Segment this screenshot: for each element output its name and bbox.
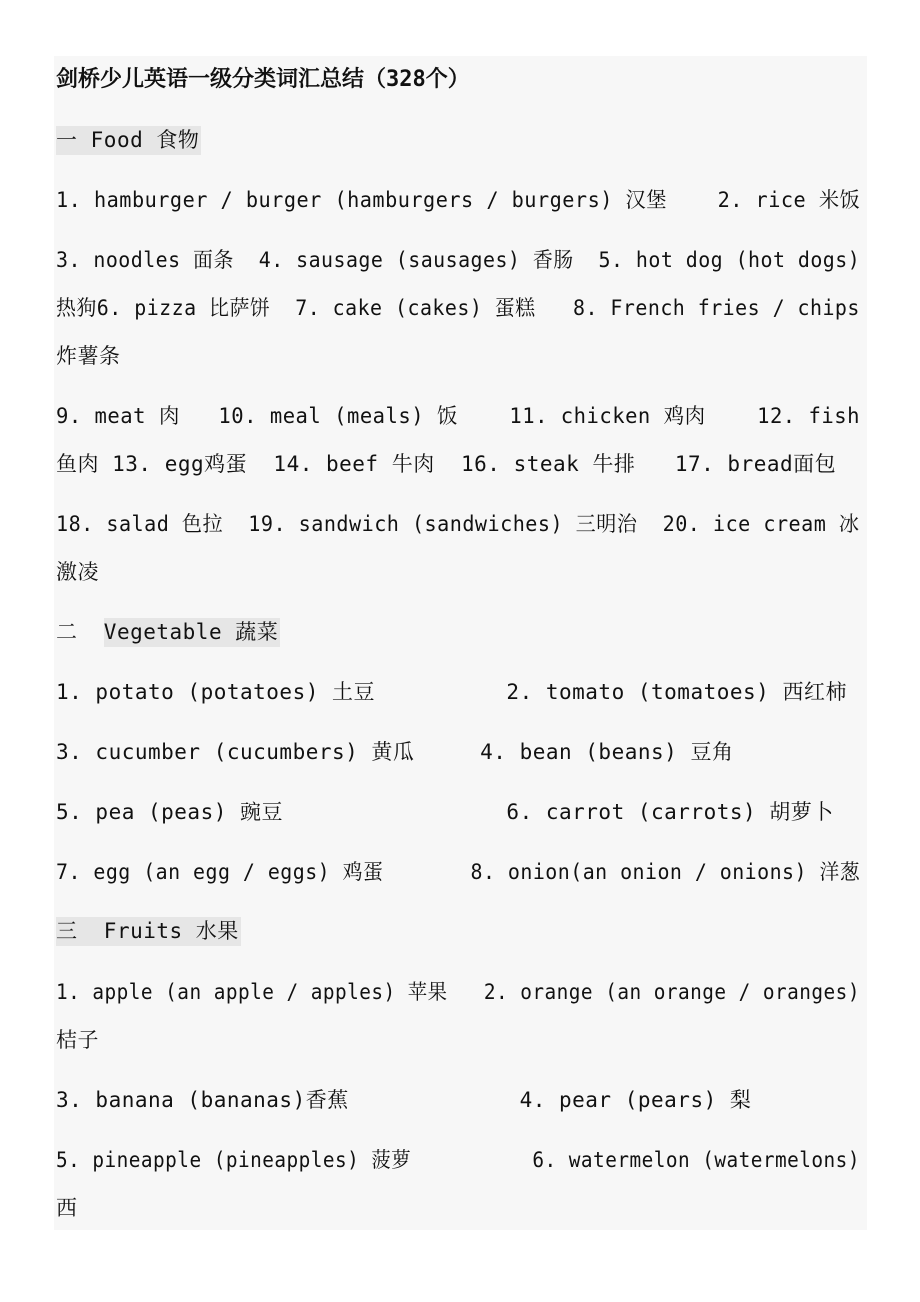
section-number: 一 — [56, 128, 78, 152]
vocab-line: 9. meat 肉 10. meal (meals) 饭 11. chicken 鸡肉 12. fish — [56, 404, 860, 428]
document-title: 剑桥少儿英语一级分类词汇总结（328个） — [56, 67, 470, 92]
vocab-line: 7. egg (an egg / eggs) 鸡蛋 8. onion(an onion / onions) 洋葱 — [56, 860, 861, 884]
section-heading-food — [56, 127, 201, 153]
vocab-line: 1. hamburger / burger (hamburgers / burgers) 汉堡 2. rice 米饭 — [56, 188, 861, 212]
vocab-line: 3. banana (bananas)香蕉 4. pear (pears) 梨 — [56, 1088, 752, 1112]
vocab-line: 3. noodles 面条 4. sausage (sausages) 香肠 5. hot dog (hot dogs) — [56, 248, 861, 272]
vocab-line: 热狗6. pizza 比萨饼 7. cake (cakes) 蛋糕 8. French fries / chips — [56, 296, 860, 320]
vocab-line: 桔子 — [56, 1028, 99, 1052]
section-heading-vegetable — [56, 619, 280, 645]
section-title: Fruits 水果 — [103, 919, 239, 943]
vocab-line: 鱼肉 13. egg鸡蛋 14. beef 牛肉 16. steak 牛排 17. bread面包 — [56, 452, 837, 476]
vocab-line: 1. potato (potatoes) 土豆 2. tomato (tomatoes) 西红柿 — [56, 680, 847, 704]
section-number: 二 — [56, 620, 78, 644]
section-title: Vegetable 蔬菜 — [104, 618, 280, 647]
section-number: 三 — [56, 919, 78, 943]
section-heading-fruits — [56, 918, 241, 944]
vocab-line: 激凌 — [56, 560, 99, 584]
vocab-line: 炸薯条 — [56, 344, 121, 368]
vocab-line: 西 — [56, 1196, 78, 1220]
vocab-line: 18. salad 色拉 19. sandwich (sandwiches) 三明治 20. ice cream 冰 — [56, 512, 860, 536]
vocab-line: 5. pea (peas) 豌豆 6. carrot (carrots) 胡萝卜 — [56, 800, 834, 824]
vocab-line: 3. cucumber (cucumbers) 黄瓜 4. bean (beans) 豆角 — [56, 740, 734, 764]
vocab-line: 1. apple (an apple / apples) 苹果 2. orange (an orange / oranges) — [56, 980, 860, 1004]
vocab-line: 5. pineapple (pineapples) 菠萝 6. watermelon (watermelons) — [56, 1148, 860, 1172]
section-title: Food 食物 — [90, 128, 200, 152]
